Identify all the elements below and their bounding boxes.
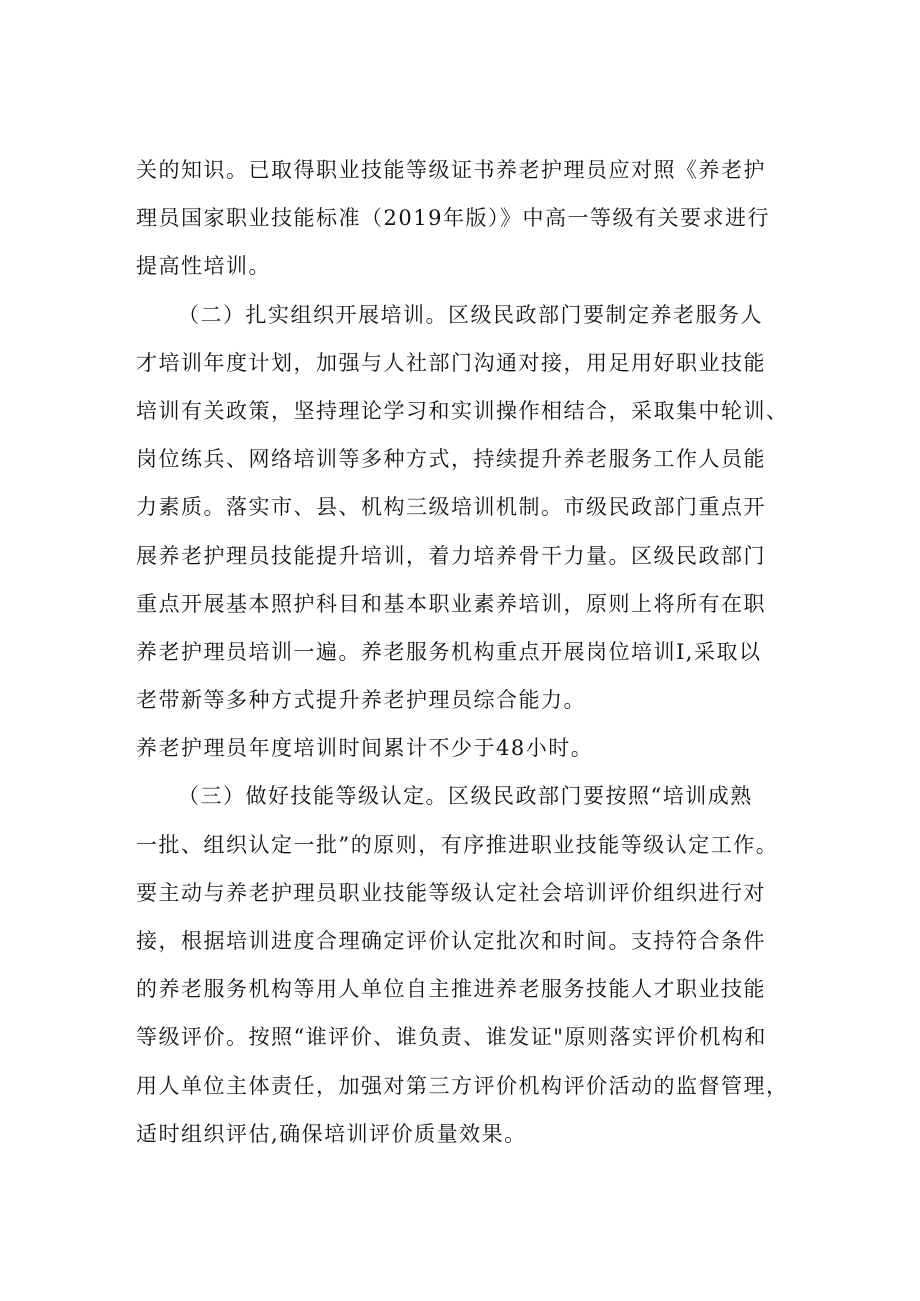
text-line: 用人单位主体责任，加强对第三方评价机构评价活动的监督管理，: [136, 1073, 789, 1098]
document-body: [136, 146, 789, 1158]
text-line: 提高性培训。: [136, 254, 271, 279]
text-line: 培训有关政策，坚持理论学习和实训操作相结合，采取集中轮训、: [136, 398, 789, 423]
text-line: 接，根据培训进度合理确定评价认定批次和时间。支持符合条件: [136, 929, 766, 953]
text-line: 理员国家职业技能标准（2019年版）》中高一等级有关要求进行: [136, 206, 770, 231]
text-line: 关的知识。已取得职业技能等级证书养老护理员应对照《养老护: [136, 158, 766, 182]
text-line: 养老护理员培训一遍。养老服务机构重点开展岗位培训I,采取以: [136, 639, 762, 664]
text-line: 养老护理员年度培训时间累计不少于48小时。: [136, 736, 594, 761]
text-line: 老带新等多种方式提升养老护理员综合能力。: [136, 688, 586, 713]
text-line: 一批、组织认定一批”的原则，有序推进职业技能等级认定工作。: [136, 832, 779, 857]
text-line: 适时组织评估,确保培训评价质量效果。: [136, 1121, 527, 1146]
text-line: 要主动与养老护理员职业技能等级认定社会培训评价组织进行对: [136, 880, 766, 905]
text-line: 等级评价。按照“谁评价、谁负责、谁发证"原则落实评价机构和: [136, 1025, 767, 1050]
text-line: 展养老护理员技能提升培训，着力培养骨干力量。区级民政部门: [136, 543, 766, 568]
text-line: 的养老服务机构等用人单位自主推进养老服务技能人才职业技能: [136, 977, 766, 1002]
section-heading-line: （三）做好技能等级认定。区级民政部门要按照“培训成熟: [178, 784, 753, 809]
text-line: 岗位练兵、网络培训等多种方式，持续提升养老服务工作人员能: [136, 447, 766, 472]
text-line: 力素质。落实市、县、机构三级培训机制。市级民政部门重点开: [136, 495, 766, 520]
text-line: 才培训年度计划，加强与人社部门沟通对接，用足用好职业技能: [136, 350, 766, 375]
text-line: 重点开展基本照护科目和基本职业素养培训，原则上将所有在职: [136, 591, 766, 616]
section-heading-line: （二）扎实组织开展培训。区级民政部门要制定养老服务人: [178, 302, 763, 327]
